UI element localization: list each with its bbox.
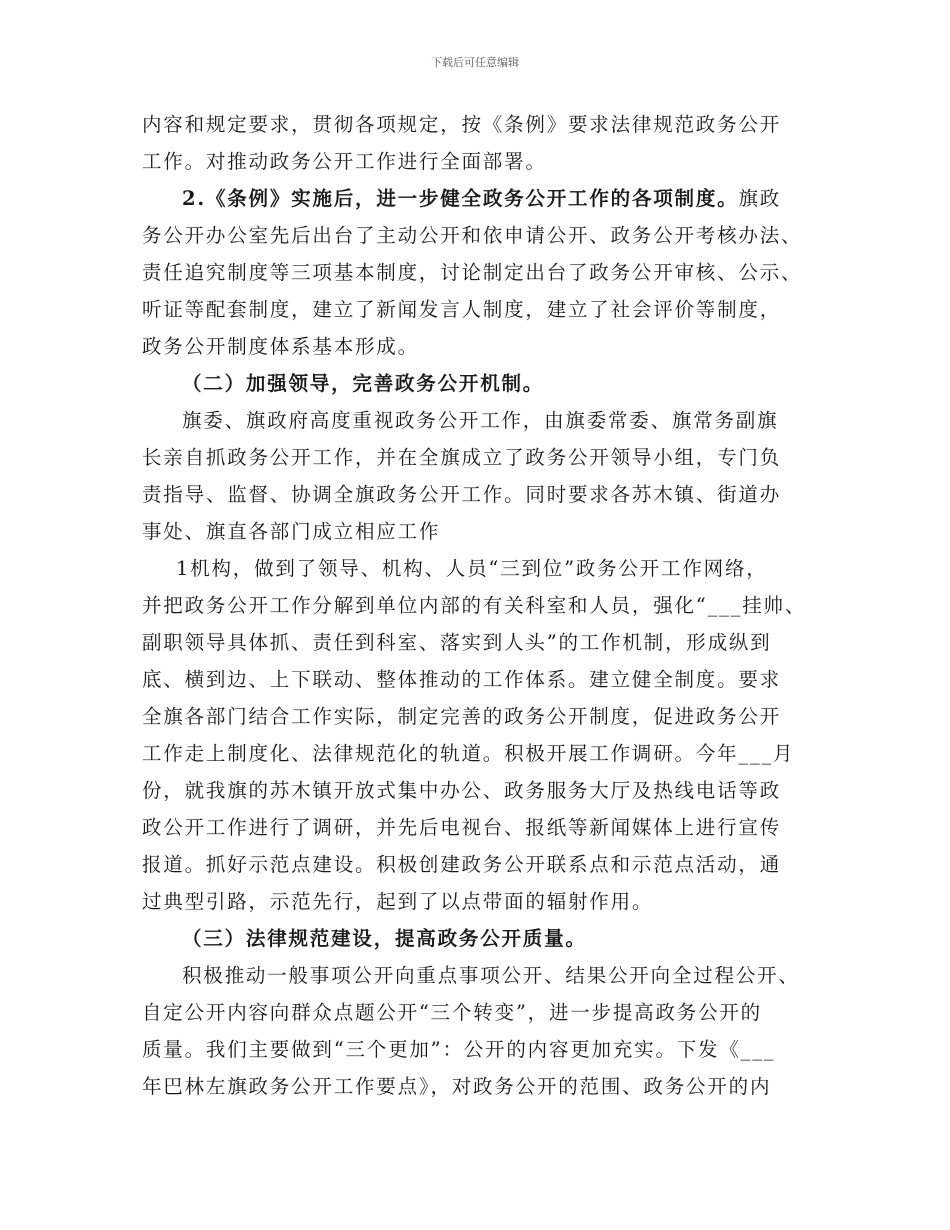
paragraph-line: 1机构，做到了领导、机构、人员“三到位”政务公开工作网络， <box>176 557 768 580</box>
section-heading: （二）加强领导，完善政务公开机制。 <box>182 372 545 395</box>
paragraph-line: 全旗各部门结合工作实际，制定完善的政务公开制度，促进政务公开 <box>142 705 782 728</box>
paragraph-line: 自定公开内容向群众点题公开“三个转变”，进一步提高政务公开的 <box>142 1001 762 1024</box>
section-heading: （三）法律规范建设，提高政务公开质量。 <box>182 927 587 950</box>
paragraph-line: 过典型引路，示范先行，起到了以点带面的辐射作用。 <box>142 890 654 913</box>
paragraph-line: 年巴林左旗政务公开工作要点》，对政务公开的范围、政务公开的内 <box>142 1075 772 1098</box>
paragraph-line: 政务公开制度体系基本形成。 <box>142 335 419 358</box>
paragraph-line: 旗委、旗政府高度重视政务公开工作，由旗委常委、旗常务副旗 <box>182 409 779 432</box>
paragraph-line: 并把政务公开工作分解到单位内部的有关科室和人员，强化“___挂帅、 <box>142 594 807 617</box>
paragraph-line: 份，就我旗的苏木镇开放式集中办公、政务服务大厅及热线电话等政 <box>142 779 782 802</box>
paragraph-line: 务公开办公室先后出台了主动公开和依申请公开、政务公开考核办法、 <box>142 224 803 247</box>
page-header: 下载后可任意编辑 <box>431 56 519 69</box>
paragraph-line: 底、横到边、上下联动、整体推动的工作体系。建立健全制度。要求 <box>142 668 782 691</box>
document-body <box>142 106 814 1105</box>
paragraph-line: 质量。我们主要做到“三个更加”：公开的内容更加充实。下发《___ <box>142 1038 776 1061</box>
paragraph-line: 听证等配套制度，建立了新闻发言人制度，建立了社会评价等制度， <box>142 298 782 321</box>
paragraph-line: 积极推动一般事项公开向重点事项公开、结果公开向全过程公开、 <box>182 964 800 987</box>
paragraph-line: 责指导、监督、协调全旗政务公开工作。同时要求各苏木镇、街道办 <box>142 483 782 506</box>
paragraph-line: 责任追究制度等三项基本制度，讨论制定出台了政务公开审核、公示、 <box>142 261 803 284</box>
paragraph-line: 报道。抓好示范点建设。积极创建政务公开联系点和示范点活动，通 <box>142 853 782 876</box>
paragraph-line: 事处、旗直各部门成立相应工作 <box>142 520 441 543</box>
paragraph-line: 内容和规定要求，贯彻各项规定，按《条例》要求法律规范政务公开 <box>142 113 782 136</box>
paragraph-line: 工作。对推动政务公开工作进行全面部署。 <box>142 150 547 173</box>
paragraph-line: 政公开工作进行了调研，并先后电视台、报纸等新闻媒体上进行宣传 <box>142 816 782 839</box>
paragraph-line: 工作走上制度化、法律规范化的轨道。积极开展工作调研。今年___月 <box>142 742 795 765</box>
paragraph-text: 旗政 <box>738 187 782 210</box>
paragraph-line: 长亲自抓政务公开工作，并在全旗成立了政务公开领导小组，专门负 <box>142 446 782 469</box>
paragraph-line <box>142 180 814 217</box>
section-heading: 2.《条例》实施后，进一步健全政务公开工作的各项制度。 <box>182 187 739 210</box>
paragraph-line: 副职领导具体抓、责任到科室、落实到人头”的工作机制，形成纵到 <box>142 631 772 654</box>
